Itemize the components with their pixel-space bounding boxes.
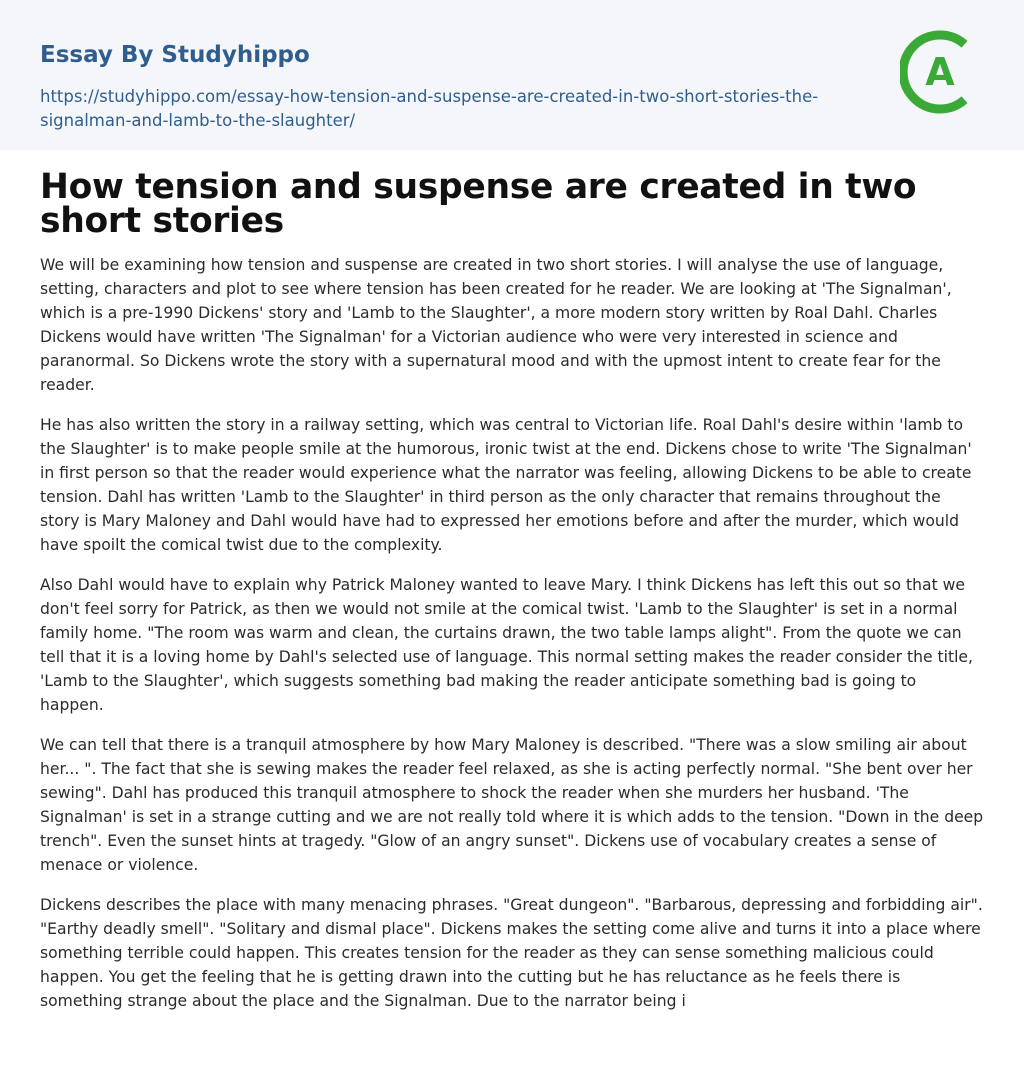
logo-letter: A [925,50,955,94]
article-paragraph: We can tell that there is a tranquil atmosphere by how Mary Maloney is described. "There was a slow smiling air about her... ". The fact that she is sewing makes the reader feel relaxed, as she is acting perfectly normal. "She bent over her sewing". Dahl has produced this tranquil atmosphere to shock the reader when she murders her husband. 'The Signalman' is set in a strange cutting and we are not really told where it is which adds to the tension. "Down in the deep trench". Even the sunset hints at tragedy. "Glow of an angry sunset". Dickens use of vocabulary creates a sense of menace or violence. [40,736,984,874]
article-paragraph: He has also written the story in a railway setting, which was central to Victorian life. Roal Dahl's desire within 'lamb to the Slaughter' is to make people smile at the humorous, ironic twist at the end. Dickens chose to write 'The Signalman' in first person so that the reader would experience what the narrator was feeling, allowing Dickens to be able to create tension. Dahl has written 'Lamb to the Slaughter' in third person as the only character that remains throughout the story is Mary Maloney and Dahl would have had to expressed her emotions before and after the murder, which would have spoilt the comical twist due to the complexity. [40,416,972,554]
studyhippo-logo-icon[interactable] [900,30,984,114]
essay-url-link[interactable] [40,85,840,133]
article-paragraph: We will be examining how tension and suspense are created in two short stories. I will analyse the use of language, setting, characters and plot to see where tension has been created for he reader. We are looking at 'The Signalman', which is a pre-1990 Dickens' story and 'Lamb to the Slaughter', a more modern story written by Roal Dahl. Charles Dickens would have written 'The Signalman' for a Victorian audience who were very interested in science and paranormal. So Dickens wrote the story with a supernatural mood and with the upmost intent to create fear for the reader. [40,256,952,394]
article-title: How tension and suspense are created in two short stories [40,167,917,241]
essay-url-line-2[interactable]: signalman-and-lamb-to-the-slaughter/ [40,111,356,130]
site-brand[interactable]: Essay By Studyhippo [40,42,310,68]
essay-url-line-1[interactable]: https://studyhippo.com/essay-how-tension-and-suspense-are-created-in-two-short-stories-the- [40,87,819,106]
article-paragraph: Dickens describes the place with many menacing phrases. "Great dungeon". "Barbarous, depressing and forbidding air". "Earthy deadly smell". "Solitary and dismal place". Dickens makes the setting come alive and turns it into a place where something terrible could happen. This creates tension for the reader as they can sense something malicious could happen. You get the feeling that he is getting drawn into the cutting but he has reluctance as he feels there is something strange about the place and the Signalman. Due to the narrator being i [40,896,983,1010]
article-paragraph: Also Dahl would have to explain why Patrick Maloney wanted to leave Mary. I think Dickens has left this out so that we don't feel sorry for Patrick, as then we would not smile at the comical twist. 'Lamb to the Slaughter' is set in a normal family home. "The room was warm and clean, the curtains drawn, the two table lamps alight". From the quote we can tell that it is a loving home by Dahl's selected use of language. This normal setting makes the reader consider the title, 'Lamb to the Slaughter', which suggests something bad making the reader anticipate something bad is going to happen. [40,576,973,714]
article [0,167,1024,1013]
site-header [0,0,1024,150]
